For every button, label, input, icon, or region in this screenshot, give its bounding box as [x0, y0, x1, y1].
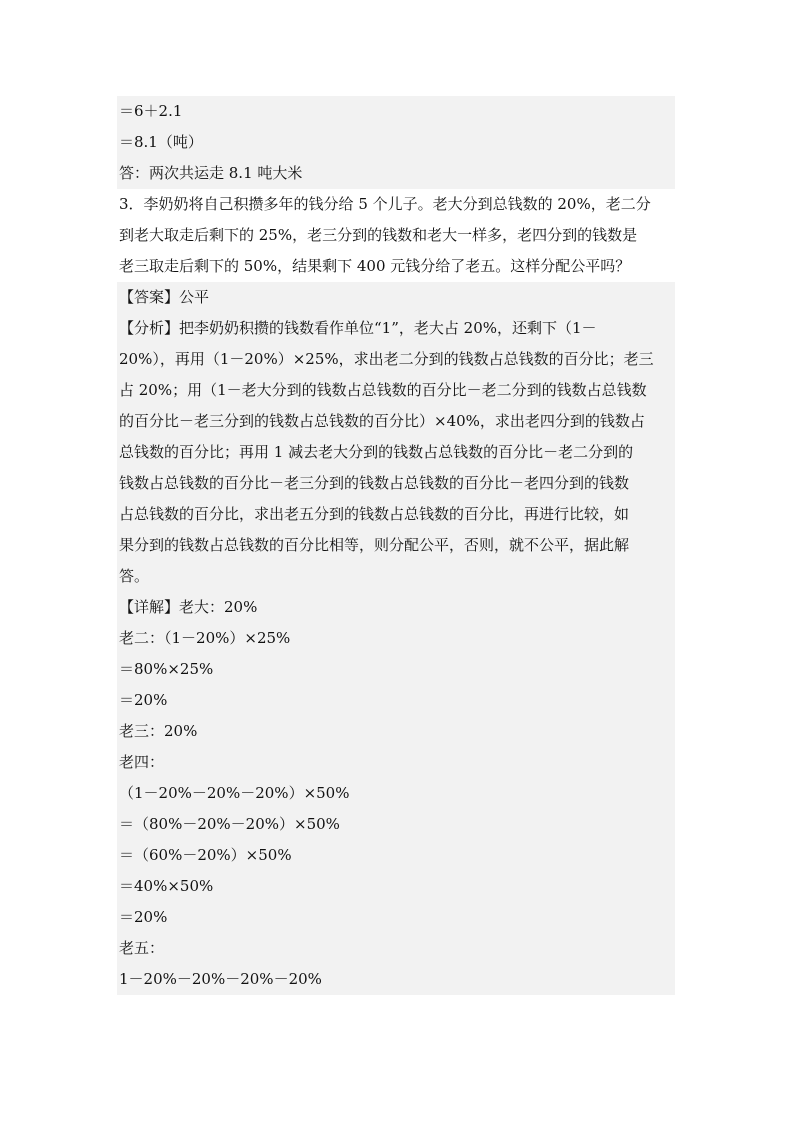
- detail-line: 老四：: [117, 747, 675, 778]
- analysis-line: 20%），再用（1－20%）×25%，求出老二分到的钱数占总钱数的百分比；老三: [117, 344, 675, 375]
- detail-line: ＝80%×25%: [117, 654, 675, 685]
- detail-line: 1－20%－20%－20%－20%: [117, 964, 675, 995]
- detail-line: ＝20%: [117, 902, 675, 933]
- analysis-line: 果分到的钱数占总钱数的百分比相等，则分配公平，否则，就不公平，据此解: [117, 530, 675, 561]
- answer-line: 答：两次共运走 8.1 吨大米: [117, 158, 675, 189]
- detail-line: ＝（60%－20%）×50%: [117, 840, 675, 871]
- detail-line: 老三：20%: [117, 716, 675, 747]
- question-line: 3．李奶奶将自己积攒多年的钱分给 5 个儿子。老大分到总钱数的 20%，老二分: [117, 189, 675, 220]
- analysis-line: 占总钱数的百分比，求出老五分到的钱数占总钱数的百分比，再进行比较，如: [117, 499, 675, 530]
- text-line: ＝8.1（吨）: [117, 127, 675, 158]
- detail-line: （1－20%－20%－20%）×50%: [117, 778, 675, 809]
- document-body: [117, 96, 675, 995]
- analysis-line: 占 20%；用（1－老大分到的钱数占总钱数的百分比－老二分到的钱数占总钱数: [117, 375, 675, 406]
- detail-line: 老五：: [117, 933, 675, 964]
- detail-line: ＝20%: [117, 685, 675, 716]
- answer-heading: 【答案】公平: [117, 282, 675, 313]
- detail-line: 【详解】老大：20%: [117, 592, 675, 623]
- analysis-line: 总钱数的百分比；再用 1 减去老大分到的钱数占总钱数的百分比－老二分到的: [117, 437, 675, 468]
- analysis-line: 答。: [117, 561, 675, 592]
- question-line: 老三取走后剩下的 50%，结果剩下 400 元钱分给了老五。这样分配公平吗？: [117, 251, 675, 282]
- text-line: ＝6＋2.1: [117, 96, 675, 127]
- analysis-line: 的百分比－老三分到的钱数占总钱数的百分比）×40%，求出老四分到的钱数占: [117, 406, 675, 437]
- detail-line: ＝40%×50%: [117, 871, 675, 902]
- analysis-line: 【分析】把李奶奶积攒的钱数看作单位“1”，老大占 20%，还剩下（1－: [117, 313, 675, 344]
- question-line: 到老大取走后剩下的 25%，老三分到的钱数和老大一样多，老四分到的钱数是: [117, 220, 675, 251]
- analysis-line: 钱数占总钱数的百分比－老三分到的钱数占总钱数的百分比－老四分到的钱数: [117, 468, 675, 499]
- detail-line: ＝（80%－20%－20%）×50%: [117, 809, 675, 840]
- detail-line: 老二：（1－20%）×25%: [117, 623, 675, 654]
